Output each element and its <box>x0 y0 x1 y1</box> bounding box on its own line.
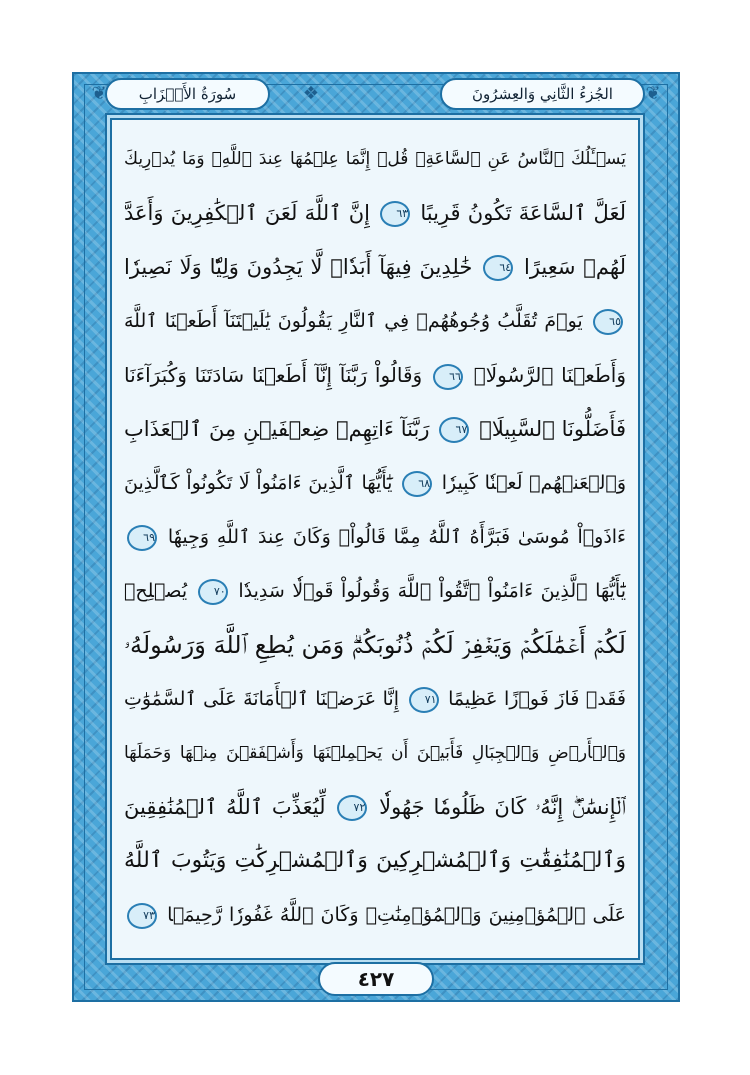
verse-line <box>124 672 626 726</box>
verse-text: لَهُمۡ سَعِيرًا <box>524 255 626 279</box>
verse-text: فَأَضَلُّونَا ٱلسَّبِيلَا۠ <box>479 417 626 441</box>
verse-text: وَقَالُواْ رَبَّنَآ إِنَّآ أَطَعۡنَا سَادَتَنَا وَكُبَرَآءَنَا <box>124 363 423 387</box>
verse-text: يَوۡمَ تُقَلَّبُ وُجُوهُهُمۡ فِي ٱلنَّارِ يَقُولُونَ يَٰلَيۡتَنَآ أَطَعۡنَا ٱللَّهَ <box>124 310 583 332</box>
verse-line <box>124 402 626 456</box>
verse-text: ءَاذَوۡاْ مُوسَىٰ فَبَرَّأَهُ ٱللَّهُ مِمَّا قَالُواْۚ وَكَانَ عِندَ ٱللَّهِ وَجِيهٗا <box>167 526 626 548</box>
ayah-number-icon: ٧٢ <box>337 795 367 821</box>
verse-text: يُصۡلِحۡ <box>124 580 188 602</box>
verse-line <box>124 132 626 186</box>
verse-text: وَٱلۡأَرۡضِ وَٱلۡجِبَالِ فَأَبَيۡنَ أَن يَحۡمِلۡنَهَا وَأَشۡفَقۡنَ مِنۡهَا وَحَمَلَهَا <box>124 743 626 763</box>
verse-text: ٱلۡإِنسَٰنُۖ إِنَّهُۥ كَانَ ظَلُومٗا جَهُولٗا <box>379 795 626 819</box>
left-ornament-icon: ❦ <box>91 83 107 104</box>
ayah-number-icon: ٦٧ <box>439 417 469 443</box>
ayah-number-icon: ٦٦ <box>433 364 463 390</box>
verse-line <box>124 186 626 240</box>
right-ornament-icon: ❦ <box>645 83 661 104</box>
verse-text: وَأَطَعۡنَا ٱلرَّسُولَا۠ <box>473 363 626 387</box>
verse-line <box>124 834 626 888</box>
surah-title: سُورَةُ الأَحۡزَابِ <box>105 78 270 110</box>
ayah-number-icon: ٦٤ <box>483 255 513 281</box>
ayah-number-icon: ٧٣ <box>127 903 157 929</box>
verse-line <box>124 348 626 402</box>
ayah-number-icon: ٦٣ <box>380 201 410 227</box>
verse-line <box>124 294 626 348</box>
ayah-number-icon: ٧٠ <box>198 579 228 605</box>
verse-line <box>124 564 626 618</box>
verse-line <box>124 888 626 942</box>
verse-line <box>124 618 626 672</box>
verse-text: إِنَّ ٱللَّهَ لَعَنَ ٱلۡكَٰفِرِينَ وَأَعَدَّ <box>124 201 370 225</box>
verse-text: لَعَلَّ ٱلسَّاعَةَ تَكُونُ قَرِيبًا <box>420 201 626 225</box>
verse-line <box>124 240 626 294</box>
verse-line <box>124 510 626 564</box>
ayah-number-icon: ٦٨ <box>402 471 432 497</box>
verse-text: خَٰلِدِينَ فِيهَآ أَبَدٗاۖ لَّا يَجِدُونَ وَلِيّٗا وَلَا نَصِيرٗا <box>124 255 473 279</box>
ayah-number-icon: ٦٩ <box>127 525 157 551</box>
verse-text: يَٰٓأَيُّهَا ٱلَّذِينَ ءَامَنُواْ ٱتَّقُواْ ٱللَّهَ وَقُولُواْ قَوۡلٗا سَدِيدٗا <box>238 580 626 602</box>
verse-text: عَلَى ٱلۡمُؤۡمِنِينَ وَٱلۡمُؤۡمِنَٰتِۗ وَكَانَ ٱللَّهُ غَفُورٗا رَّحِيمَۢا <box>167 904 626 926</box>
verse-text: لِّيُعَذِّبَ ٱللَّهُ ٱلۡمُنَٰفِقِينَ <box>124 795 326 819</box>
verse-text: وَٱلۡمُنَٰفِقَٰتِ وَٱلۡمُشۡرِكِينَ وَٱلۡمُشۡرِكَٰتِ وَيَتُوبَ ٱللَّهُ <box>124 848 626 873</box>
ayah-number-icon: ٧١ <box>409 687 439 713</box>
verse-line <box>124 456 626 510</box>
verse-text: يَسۡـَٔلُكَ ٱلنَّاسُ عَنِ ٱلسَّاعَةِۖ قُلۡ إِنَّمَا عِلۡمُهَا عِندَ ٱللَّهِۚ وَمَا يُدۡرِيكَ <box>124 149 626 169</box>
verse-text: إِنَّا عَرَضۡنَا ٱلۡأَمَانَةَ عَلَى ٱلسَّمَٰوَٰتِ <box>124 688 399 710</box>
juz-title: الجُزءُ الثَّانِي وَالعِشرُونَ <box>440 78 645 110</box>
verse-text: وَٱلۡعَنۡهُمۡ لَعۡنٗا كَبِيرٗا <box>441 472 626 494</box>
verse-line <box>124 780 626 834</box>
verse-text: يَٰٓأَيُّهَا ٱلَّذِينَ ءَامَنُواْ لَا تَكُونُواْ كَٱلَّذِينَ <box>124 472 393 494</box>
verse-text: لَكُمۡ أَعۡمَٰلَكُمۡ وَيَغۡفِرۡ لَكُمۡ ذُنُوبَكُمۡۗ وَمَن يُطِعِ ٱللَّهَ وَرَسُولَهُۥ <box>124 631 626 659</box>
page-number: ٤٢٧ <box>318 962 434 996</box>
verse-line <box>124 726 626 780</box>
verse-text: فَقَدۡ فَازَ فَوۡزًا عَظِيمًا <box>448 688 626 710</box>
center-ornament-icon: ❖ <box>302 83 320 104</box>
ayah-number-icon: ٦٥ <box>593 309 623 335</box>
verse-text: رَبَّنَآ ءَاتِهِمۡ ضِعۡفَيۡنِ مِنَ ٱلۡعَذَابِ <box>124 417 430 441</box>
verse-lines <box>124 132 626 946</box>
